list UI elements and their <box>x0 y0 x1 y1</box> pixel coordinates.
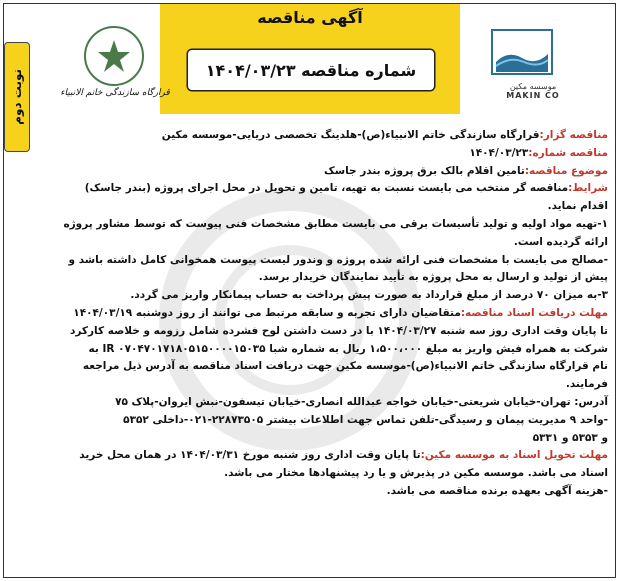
number-value: ۱۴۰۴/۰۳/۲۳ <box>469 146 529 159</box>
conditions-text-1: مناقصه گر منتخب می بایست نسبت به تهیه، تامین و تحویل در محل اجرای پروژه (بندر جاسک) <box>84 182 569 195</box>
deadline-text-1: متقاضیان دارای تجربه و سابقه مرتبط می توانند از روز دوشنبه ۱۴۰۴/۰۳/۱۹ <box>73 306 461 319</box>
address-line-2: -واحد ۹ مدیریت پیمان و رسیدگی-تلفن تماس جهت اطلاعات بیشتر ۲۲۸۷۳۵۰۵-۰۲۱-داخلی ۵۳۵۲ <box>123 413 608 426</box>
advertisement-body <box>14 127 608 501</box>
tender-number: شماره مناقصه ۱۴۰۴/۰۳/۲۳ <box>188 50 434 90</box>
cost-line: -هزینه آگهی بعهده برنده مناقصه می باشد. <box>386 484 608 497</box>
delivery-text-2: اسناد می باشد. موسسه مکین در پذیرش و یا رد پیشنهادها مختار می باشد. <box>224 467 608 480</box>
number-label: مناقصه شماره: <box>528 146 608 159</box>
item2-line-2: پیش از تولید و ارسال به محل پروژه به تأیید نمایندگان خریدار برسد. <box>258 271 608 284</box>
round-label: نوبت دوم <box>10 69 24 125</box>
khatam-caption <box>60 88 170 112</box>
makin-name: موسسه مکین <box>509 82 557 91</box>
number-line <box>14 145 608 163</box>
deadline-line <box>14 305 608 323</box>
item1-line-2: ارائه گردیده است. <box>513 235 608 248</box>
delivery-text-1: تا پایان وقت اداری روز شنبه مورخ ۱۴۰۴/۰۳/۳۱ در همان محل خرید <box>79 449 421 462</box>
khatam-emblem-icon <box>84 26 144 86</box>
deadline-text-4: نام قرارگاه سازندگی خاتم الانبیاء(ص)-موسسه مکین جهت دریافت اسناد مناقصه به آدرس ذیل مراجعه <box>82 360 608 373</box>
khatam-text: قرارگاه سازندگی خاتم الانبیاء <box>60 88 170 98</box>
subject-line <box>14 163 608 181</box>
item1-line-1: ۱-تهیه مواد اولیه و تولید تأسیسات برقی می بایست مطابق مشخصات فنی پیوست که توسط مشاور پروژه <box>63 217 608 230</box>
tenderer-line <box>14 127 608 145</box>
item2-line-1: -مصالح می بایست با مشخصات فنی ارائه شده پروژه و وندور لیست پیوست همخوانی کامل داشته باشد و <box>68 253 608 266</box>
makin-logo-icon <box>488 28 556 86</box>
conditions-text-2: اقدام نماید. <box>547 200 608 213</box>
address-line-3: و ۵۳۵۳ و ۵۳۳۱ <box>532 431 608 444</box>
makin-latin: MAKIN CO <box>506 91 560 100</box>
emblem-shape-icon <box>94 36 134 76</box>
tenderer-label: مناقصه گزار: <box>539 129 608 141</box>
deadline-text-5: فرمایند. <box>565 378 608 391</box>
conditions-label: شرایط: <box>568 182 608 195</box>
tenderer-value: قرارگاه سازندگی خاتم الانبیاء(ص)-هلدینگ تخصصی دریایی-موسسه مکین <box>161 129 540 141</box>
address-line-1: آدرس: تهران-خیابان شریعتی-خیابان خواجه عبدالله انصاری-خیابان تیسفون-نبش ایروان-پلاک ۷۵ <box>115 395 608 408</box>
item3-line: ۳-به میزان ۷۰ درصد از مبلغ قرارداد به صورت پیش پرداخت به حساب پیمانکار واریز می گردد. <box>130 289 608 302</box>
subject-label: موضوع مناقصه: <box>524 164 608 177</box>
deadline-text-2: تا پایان وقت اداری روز سه شنبه ۱۴۰۴/۰۳/۲۷ با در دست داشتن لوح فشرده شامل رزومه و خلاصه کارکرد <box>69 324 608 337</box>
subject-value: تامین اقلام بالک برق پروژه بندر جاسک <box>324 164 525 177</box>
deadline-text-3: شرکت به همراه فیش واریز به مبلغ ۱،۵۰۰،۰۰۰ ریال به شماره شبا IR ۰۷۰۴۷۰۱۷۱۸۰۵۱۵۰۰۰۰۱۵۰۳۵ به <box>88 342 608 355</box>
delivery-label: مهلت تحویل اسناد به موسسه مکین: <box>420 449 608 462</box>
conditions-line <box>14 180 608 198</box>
makin-logo-caption <box>478 82 588 100</box>
deadline-label: مهلت دریافت اسناد مناقصه: <box>460 306 608 319</box>
delivery-line <box>14 447 608 465</box>
page-title: آگهی مناقصه <box>257 8 363 27</box>
